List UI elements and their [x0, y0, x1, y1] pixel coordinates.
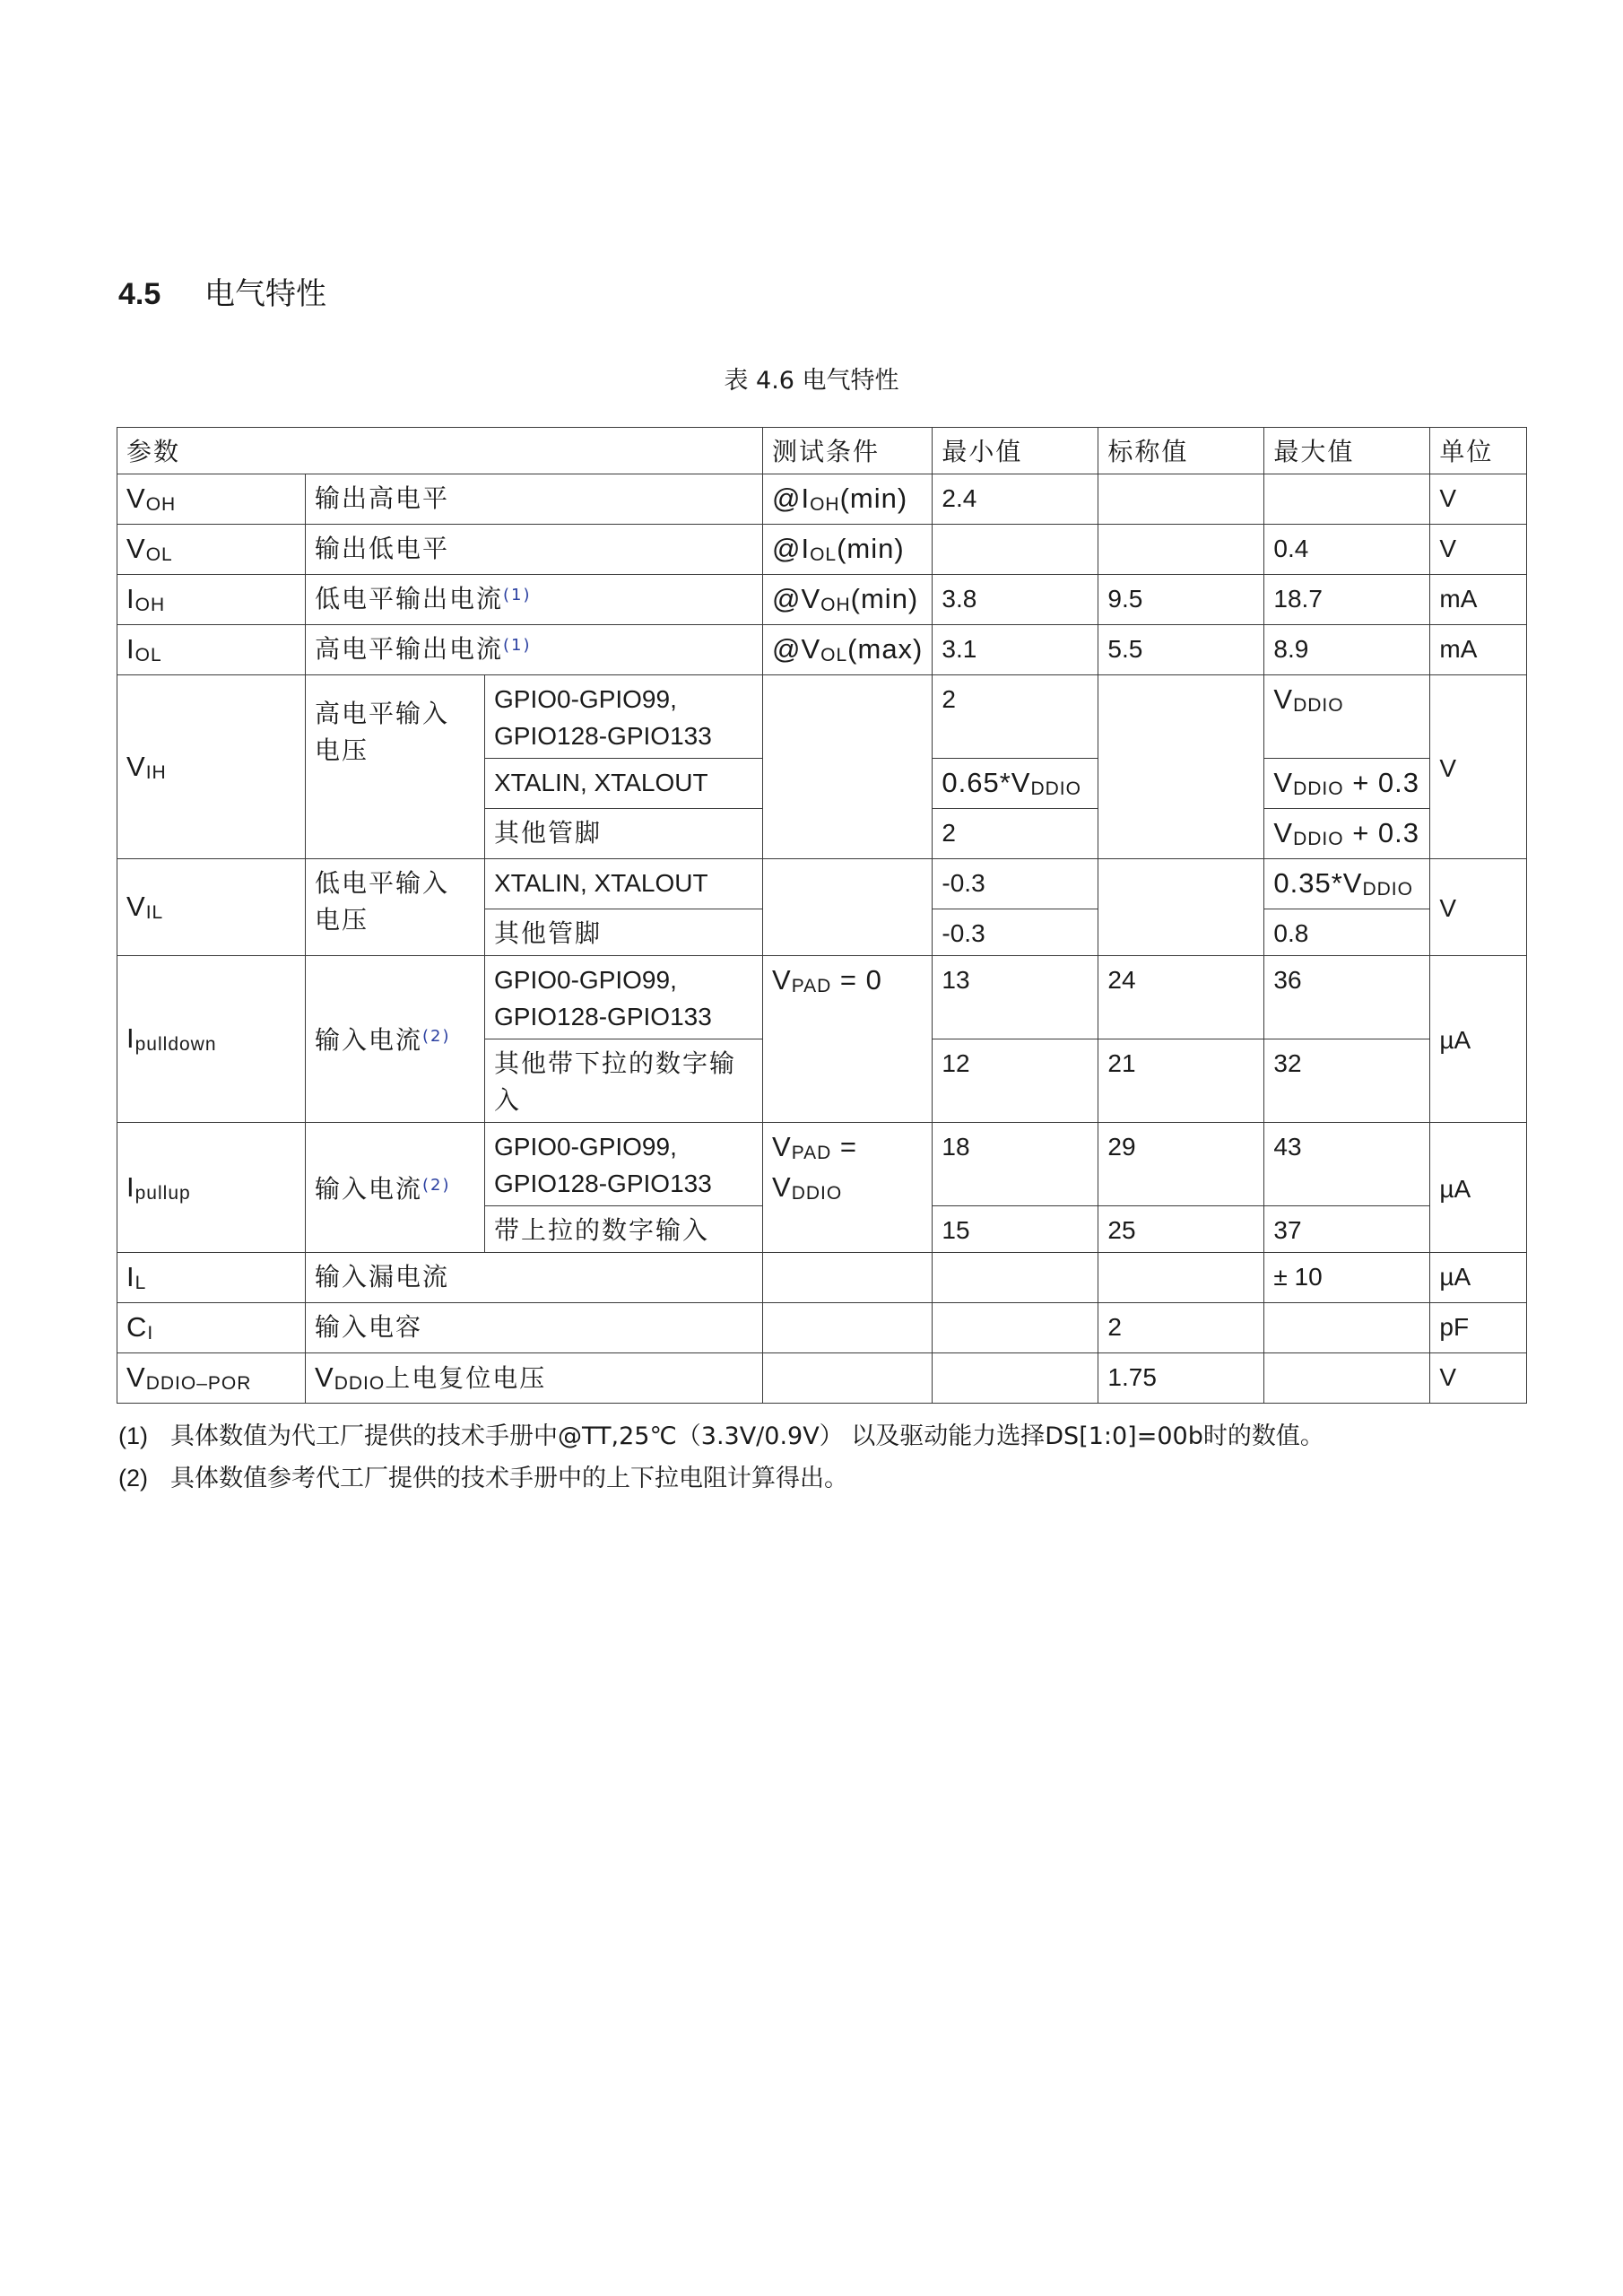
test-condition — [763, 675, 933, 859]
param-desc: 输出低电平 — [306, 525, 763, 575]
param-desc: 输出高电平 — [306, 474, 763, 525]
table-row — [117, 1353, 1527, 1404]
param-symbol: $V_{OL}$ — [117, 525, 306, 575]
min-value: 18 — [933, 1123, 1098, 1206]
max-value: $V_{DDIO} + 0.3$ — [1264, 809, 1430, 859]
unit: mA — [1430, 575, 1527, 625]
min-value: 13 — [933, 956, 1098, 1039]
header-max: 最大值 — [1264, 428, 1430, 474]
header-param: 参数 — [117, 428, 763, 474]
typ-value — [1098, 525, 1264, 575]
table-row — [117, 525, 1527, 575]
max-value: 36 — [1264, 956, 1430, 1039]
typ-value: 2 — [1098, 1303, 1264, 1353]
footnote-mark: (2) — [118, 1465, 148, 1492]
unit: V — [1430, 675, 1527, 859]
typ-value: 21 — [1098, 1039, 1264, 1123]
header-typ: 标称值 — [1098, 428, 1264, 474]
table-row — [117, 474, 1527, 525]
typ-value: 1.75 — [1098, 1353, 1264, 1404]
min-value: $0.65*V_{DDIO}$ — [933, 759, 1098, 809]
param-symbol: $I_{OH}$ — [117, 575, 306, 625]
pin-group: GPIO0-GPIO99, GPIO128-GPIO133 — [485, 1123, 763, 1206]
min-value: 12 — [933, 1039, 1098, 1123]
param-desc: 输入电流$^{(2)}$ — [306, 1123, 485, 1253]
unit: V — [1430, 525, 1527, 575]
electrical-characteristics-table — [117, 427, 1527, 1404]
test-condition — [763, 859, 933, 956]
max-value: 0.8 — [1264, 909, 1430, 956]
pin-group: XTALIN, XTALOUT — [485, 759, 763, 809]
max-value: 37 — [1264, 1206, 1430, 1253]
min-value: 2 — [933, 809, 1098, 859]
max-value: 32 — [1264, 1039, 1430, 1123]
max-value: 18.7 — [1264, 575, 1430, 625]
footnote-1 — [118, 1415, 1324, 1457]
pin-group: XTALIN, XTALOUT — [485, 859, 763, 909]
param-symbol: $V_{OH}$ — [117, 474, 306, 525]
table-row — [117, 675, 1527, 759]
header-unit: 单位 — [1430, 428, 1527, 474]
max-value: $0.35*V_{DDIO}$ — [1264, 859, 1430, 909]
pin-group: 其他带下拉的数字输入 — [485, 1039, 763, 1123]
min-value: 2 — [933, 675, 1098, 759]
min-value: 3.8 — [933, 575, 1098, 625]
table-row — [117, 1123, 1527, 1206]
pin-group: GPIO0-GPIO99, GPIO128-GPIO133 — [485, 675, 763, 759]
max-value — [1264, 1353, 1430, 1404]
unit: µA — [1430, 1123, 1527, 1253]
param-symbol: $I_L$ — [117, 1253, 306, 1303]
param-symbol: $V_{DDIO-POR}$ — [117, 1353, 306, 1404]
table-header-row — [117, 428, 1527, 474]
test-condition: $@I_{OL}(\min)$ — [763, 525, 933, 575]
max-value: $V_{DDIO} + 0.3$ — [1264, 759, 1430, 809]
section-number: 4.5 — [118, 277, 161, 311]
unit: V — [1430, 474, 1527, 525]
param-symbol: $V_{IL}$ — [117, 859, 306, 956]
unit: V — [1430, 859, 1527, 956]
unit: µA — [1430, 956, 1527, 1123]
param-desc: 高电平输入电压 — [306, 675, 485, 859]
table-row — [117, 1303, 1527, 1353]
pin-group: 带上拉的数字输入 — [485, 1206, 763, 1253]
header-condition: 测试条件 — [763, 428, 933, 474]
param-desc: 输入电容 — [306, 1303, 763, 1353]
pin-group: GPIO0-GPIO99, GPIO128-GPIO133 — [485, 956, 763, 1039]
footnote-text: 具体数值为代工厂提供的技术手册中@TT,25℃（3.3V/0.9V） 以及驱动能力选择DS[1:0]=00b时的数值。 — [170, 1422, 1324, 1450]
param-desc: $V_{DDIO}$上电复位电压 — [306, 1353, 763, 1404]
footnote-ref[interactable]: (2) — [422, 1175, 451, 1195]
footnote-ref[interactable]: (1) — [503, 636, 532, 655]
typ-value — [1098, 675, 1264, 859]
table-row — [117, 956, 1527, 1039]
typ-value: 25 — [1098, 1206, 1264, 1253]
section-heading — [118, 269, 326, 313]
test-condition: $@V_{OL}(\max)$ — [763, 625, 933, 675]
param-desc: 低电平输入电压 — [306, 859, 485, 956]
param-desc: 输入电流$^{(2)}$ — [306, 956, 485, 1123]
header-min: 最小值 — [933, 428, 1098, 474]
min-value — [933, 525, 1098, 575]
typ-value: 9.5 — [1098, 575, 1264, 625]
table-row — [117, 859, 1527, 909]
typ-value: 5.5 — [1098, 625, 1264, 675]
typ-value — [1098, 474, 1264, 525]
table-caption: 表 4.6 电气特性 — [724, 367, 899, 395]
param-desc: 输入漏电流 — [306, 1253, 763, 1303]
param-desc: 高电平输出电流$^{(1)}$ — [306, 625, 763, 675]
max-value — [1264, 474, 1430, 525]
max-value: 0.4 — [1264, 525, 1430, 575]
table-row — [117, 575, 1527, 625]
min-value: 2.4 — [933, 474, 1098, 525]
typ-value: 29 — [1098, 1123, 1264, 1206]
param-symbol: $I_{OL}$ — [117, 625, 306, 675]
min-value: -0.3 — [933, 909, 1098, 956]
test-condition — [763, 1253, 933, 1303]
test-condition: $V_{PAD} = 0$ — [763, 956, 933, 1123]
pin-group: 其他管脚 — [485, 809, 763, 859]
max-value: 43 — [1264, 1123, 1430, 1206]
max-value: $V_{DDIO}$ — [1264, 675, 1430, 759]
unit: pF — [1430, 1303, 1527, 1353]
footnote-ref[interactable]: (2) — [422, 1027, 451, 1046]
test-condition: $@V_{OH}(\min)$ — [763, 575, 933, 625]
table-row — [117, 1253, 1527, 1303]
footnote-2 — [118, 1457, 1324, 1500]
test-condition — [763, 1353, 933, 1404]
param-symbol: $I_{pullup}$ — [117, 1123, 306, 1253]
param-symbol: $I_{pulldown}$ — [117, 956, 306, 1123]
min-value — [933, 1253, 1098, 1303]
param-desc: 低电平输出电流$^{(1)}$ — [306, 575, 763, 625]
test-condition: $@I_{OH}(\min)$ — [763, 474, 933, 525]
min-value — [933, 1353, 1098, 1404]
unit: mA — [1430, 625, 1527, 675]
footnote-text: 具体数值参考代工厂提供的技术手册中的上下拉电阻计算得出。 — [170, 1465, 848, 1492]
table-row — [117, 625, 1527, 675]
max-value: ± 10 — [1264, 1253, 1430, 1303]
min-value — [933, 1303, 1098, 1353]
param-symbol: $C_I$ — [117, 1303, 306, 1353]
param-symbol: $V_{IH}$ — [117, 675, 306, 859]
max-value: 8.9 — [1264, 625, 1430, 675]
max-value — [1264, 1303, 1430, 1353]
test-condition: $V_{PAD}$ = $V_{DDIO}$ — [763, 1123, 933, 1253]
pin-group: 其他管脚 — [485, 909, 763, 956]
section-title: 电气特性 — [204, 276, 326, 312]
footnote-ref[interactable]: (1) — [503, 586, 532, 604]
typ-value — [1098, 1253, 1264, 1303]
unit: µA — [1430, 1253, 1527, 1303]
min-value: -0.3 — [933, 859, 1098, 909]
typ-value: 24 — [1098, 956, 1264, 1039]
min-value: 3.1 — [933, 625, 1098, 675]
test-condition — [763, 1303, 933, 1353]
min-value: 15 — [933, 1206, 1098, 1253]
footnotes — [118, 1415, 1324, 1500]
typ-value — [1098, 859, 1264, 956]
unit: V — [1430, 1353, 1527, 1404]
footnote-mark: (1) — [118, 1422, 148, 1449]
